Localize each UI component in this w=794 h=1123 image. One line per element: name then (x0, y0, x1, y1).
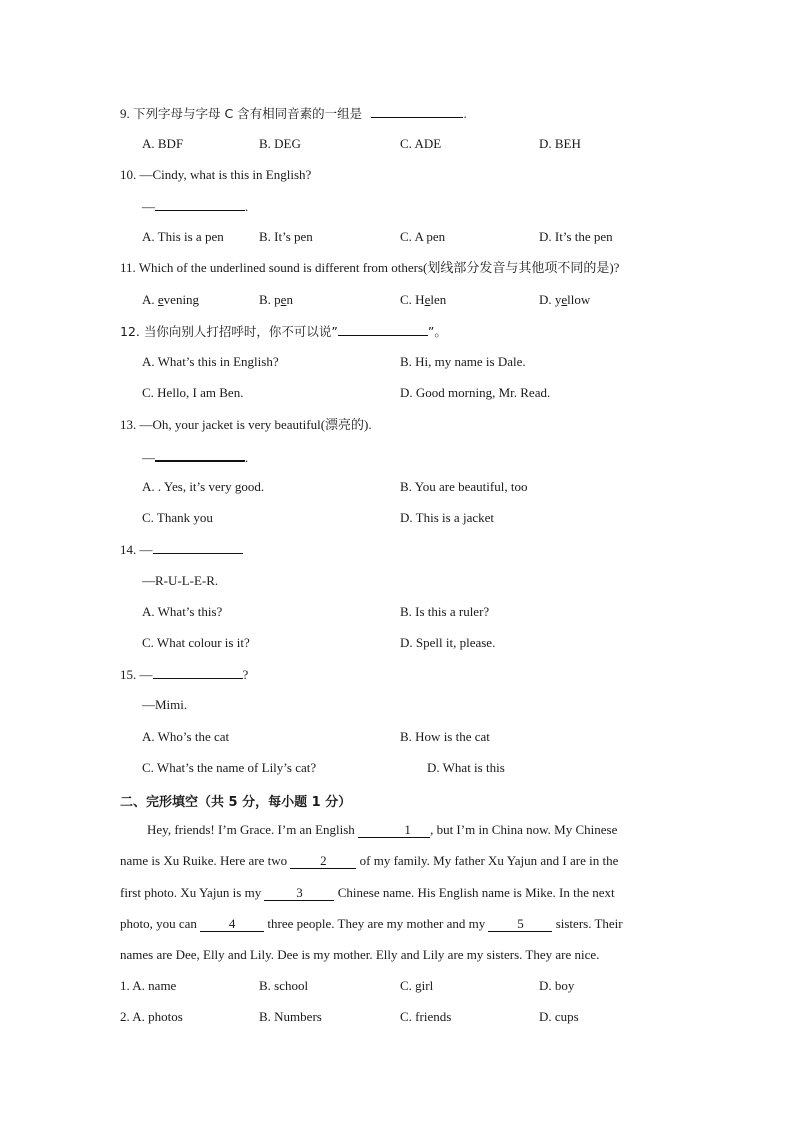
cloze-1-option-b[interactable]: B. school (259, 978, 309, 993)
option-d[interactable]: D. This is a jacket (400, 510, 494, 525)
option-d[interactable]: D. Spell it, please. (400, 635, 496, 650)
answer-blank[interactable] (155, 198, 245, 211)
question-15-answer: —Mimi. (142, 697, 188, 712)
option-d[interactable]: D. Good morning, Mr. Read. (400, 385, 551, 400)
question-10-response: — . (142, 199, 249, 214)
passage-line-1: Hey, friends! I’m Grace. I’m an English 1 , but I’m in China now. My Chinese (147, 822, 618, 837)
passage-line-2: name is Xu Ruike. Here are two 2 of my family. My father Xu Yajun and I are in the (120, 853, 619, 868)
option-d[interactable]: D. It’s the pen (539, 229, 613, 244)
option-d[interactable]: D. yellow (539, 292, 591, 307)
answer-blank[interactable] (153, 541, 243, 554)
passage-line-5: names are Dee, Elly and Lily. Dee is my mother. Elly and Lily are my sisters. They are nice. (120, 947, 600, 962)
cloze-blank-2[interactable]: 2 (290, 854, 356, 869)
option-c[interactable]: C. Hello, I am Ben. (142, 385, 244, 400)
option-c[interactable]: C. Helen (400, 292, 447, 307)
option-a[interactable]: A. . Yes, it’s very good. (142, 479, 265, 494)
cloze-2-option-c[interactable]: C. friends (400, 1009, 452, 1024)
question-15-stem: 15. — ? (120, 667, 249, 682)
question-13-stem: 13. —Oh, your jacket is very beautiful(漂亮的). (120, 417, 372, 432)
answer-blank[interactable] (371, 105, 463, 118)
cloze-1-option-a[interactable]: 1. A. name (120, 978, 177, 993)
cloze-blank-3[interactable]: 3 (264, 886, 334, 901)
option-a[interactable]: A. BDF (142, 136, 184, 151)
option-a[interactable]: A. What’s this in English? (142, 354, 279, 369)
option-b[interactable]: B. Hi, my name is Dale. (400, 354, 526, 369)
question-10-stem: 10. —Cindy, what is this in English? (120, 167, 312, 182)
passage-line-3: first photo. Xu Yajun is my 3 Chinese name. His English name is Mike. In the next (120, 885, 615, 900)
option-d[interactable]: D. BEH (539, 136, 581, 151)
cloze-blank-5[interactable]: 5 (488, 917, 552, 932)
passage-line-4: photo, you can 4 three people. They are my mother and my 5 sisters. Their (120, 916, 623, 931)
option-b[interactable]: B. How is the cat (400, 729, 490, 744)
answer-blank[interactable] (155, 448, 245, 462)
cloze-2-option-a[interactable]: 2. A. photos (120, 1009, 183, 1024)
option-b[interactable]: B. It’s pen (259, 229, 313, 244)
question-12-stem: 12. 当你向别人打招呼时，你不可以说” ”。 (120, 324, 447, 339)
cloze-blank-4[interactable]: 4 (200, 917, 264, 932)
section-heading: 二、完形填空（共 5 分，每小题 1 分） (120, 795, 352, 810)
option-c[interactable]: C. What colour is it? (142, 635, 250, 650)
question-14-answer: —R-U-L-E-R. (142, 573, 219, 588)
option-a[interactable]: A. This is a pen (142, 229, 224, 244)
cloze-1-option-d[interactable]: D. boy (539, 978, 575, 993)
option-c[interactable]: C. What’s the name of Lily’s cat? (142, 760, 317, 775)
option-c[interactable]: C. A pen (400, 229, 446, 244)
cloze-blank-1[interactable]: 1 (358, 823, 430, 838)
option-b[interactable]: B. pen (259, 292, 293, 307)
cloze-2-option-d[interactable]: D. cups (539, 1009, 579, 1024)
question-11-stem: 11. Which of the underlined sound is different from others(划线部分发音与其他项不同的是)? (120, 260, 620, 275)
option-b[interactable]: B. Is this a ruler? (400, 604, 490, 619)
answer-blank[interactable] (153, 666, 243, 679)
question-14-stem: 14. — (120, 541, 243, 558)
option-a[interactable]: A. evening (142, 292, 200, 307)
question-13-response: — . (142, 450, 249, 465)
option-c[interactable]: C. ADE (400, 136, 442, 151)
answer-blank[interactable] (338, 323, 428, 336)
cloze-1-option-c[interactable]: C. girl (400, 978, 434, 993)
option-a[interactable]: A. What’s this? (142, 604, 223, 619)
question-9-text: 下列字母与字母 C 含有相同音素的一组是 (133, 106, 363, 121)
option-c[interactable]: C. Thank you (142, 510, 213, 525)
option-b[interactable]: B. DEG (259, 136, 301, 151)
option-b[interactable]: B. You are beautiful, too (400, 479, 528, 494)
question-9-stem: 9. 下列字母与字母 C 含有相同音素的一组是 . (120, 106, 467, 121)
cloze-2-option-b[interactable]: B. Numbers (259, 1009, 322, 1024)
option-d[interactable]: D. What is this (427, 760, 505, 775)
option-a[interactable]: A. Who’s the cat (142, 729, 230, 744)
